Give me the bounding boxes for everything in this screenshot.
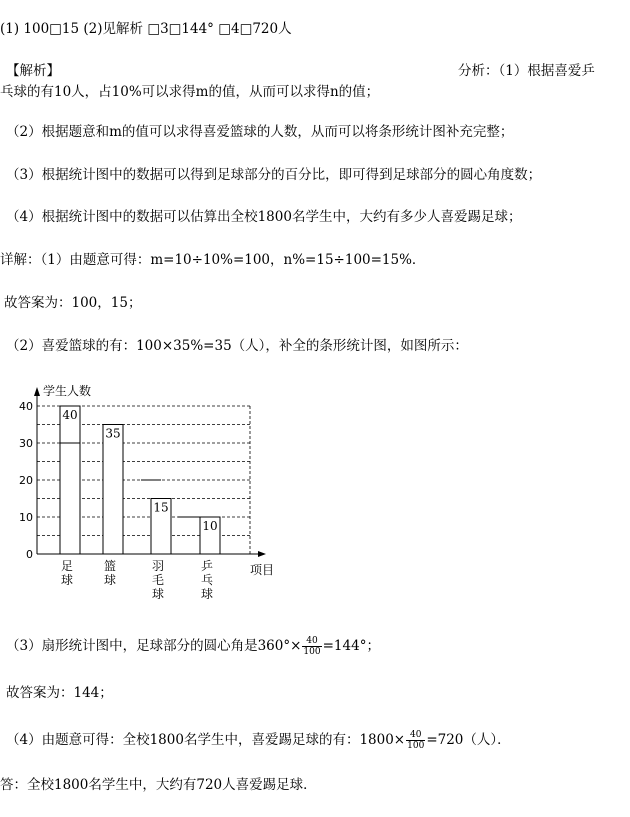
category-label: 乓 [200,573,214,587]
jiexi-tag: 【解析】 [6,63,60,79]
y-tick-label: 0 [26,548,33,561]
fraction-40-over-100-second [406,730,425,751]
detail-4-suffix: =720（人）． [426,732,511,748]
bar-chart [0,378,300,608]
bar [60,406,80,554]
answer-line: (1) 100□15 (2)见解析 □3□144° □4□720人 [0,21,292,37]
bar-data-label: 15 [153,500,169,515]
category-label: 毛 [151,573,165,587]
y-tick-label: 30 [19,437,33,450]
fraction-denominator: 100 [407,741,425,751]
fraction-numerator: 40 [302,636,321,647]
category-label: 球 [200,587,214,601]
analysis-step-4: （4）根据统计图中的数据可以估算出全校1800名学生中，大约有多少人喜爱踢足球； [6,209,522,225]
y-tick-label: 40 [19,400,33,413]
answer-part-1: 故答案为：100，15； [4,295,142,311]
analysis-step-3: （3）根据统计图中的数据可以得到足球部分的百分比，即可得到足球部分的圆心角度数； [6,167,542,183]
category-label: 篮 [103,559,117,573]
y-axis-arrow [34,387,40,396]
detail-4-prefix: （4）由题意可得：全校1800名学生中，喜爱踢足球的有：1800× [6,732,406,748]
category-label: 球 [151,587,165,601]
y-tick-label: 20 [19,474,33,487]
x-axis-arrow [258,551,266,557]
category-label: 球 [103,573,117,587]
y-tick-label: 10 [19,511,33,524]
fraction-denominator: 100 [303,647,321,657]
detail-3-prefix: （3）扇形统计图中，足球部分的圆心角是360°× [6,638,302,654]
detail-part-4 [6,730,511,751]
bar-data-label: 10 [202,519,218,533]
bar [103,425,123,555]
detail-part-2: （2）喜爱篮球的有：100×35%=35（人），补全的条形统计图，如图所示： [6,338,468,354]
answer-part-3: 故答案为：144； [6,685,113,701]
bar-data-label: 35 [105,426,121,441]
detail-part-3 [6,636,380,657]
detail-3-suffix: =144°； [322,638,380,654]
category-label: 球 [60,573,74,587]
y-axis-label: 学生人数 [43,384,92,398]
analysis-step-2: （2）根据题意和m的值可以求得喜爱篮球的人数，从而可以将条形统计图补充完整； [6,124,514,140]
final-answer: 答：全校1800名学生中，大约有720人喜爱踢足球． [0,777,317,793]
fraction-numerator: 40 [406,730,425,741]
fraction-40-over-100 [302,636,321,657]
category-label: 乒 [200,559,214,573]
x-axis-label: 项目 [250,563,275,577]
bar-data-label: 40 [62,408,78,422]
analysis-start: 分析：（1）根据喜爱乒 [458,63,595,79]
analysis-continued: 乓球的有10人，占10%可以求得m的值，从而可以求得n的值； [0,84,380,100]
category-label: 足 [60,559,74,573]
detail-part-1: 详解：（1）由题意可得：m=10÷10%=100，n%=15÷100=15%． [0,252,426,268]
category-label: 羽 [151,559,165,573]
